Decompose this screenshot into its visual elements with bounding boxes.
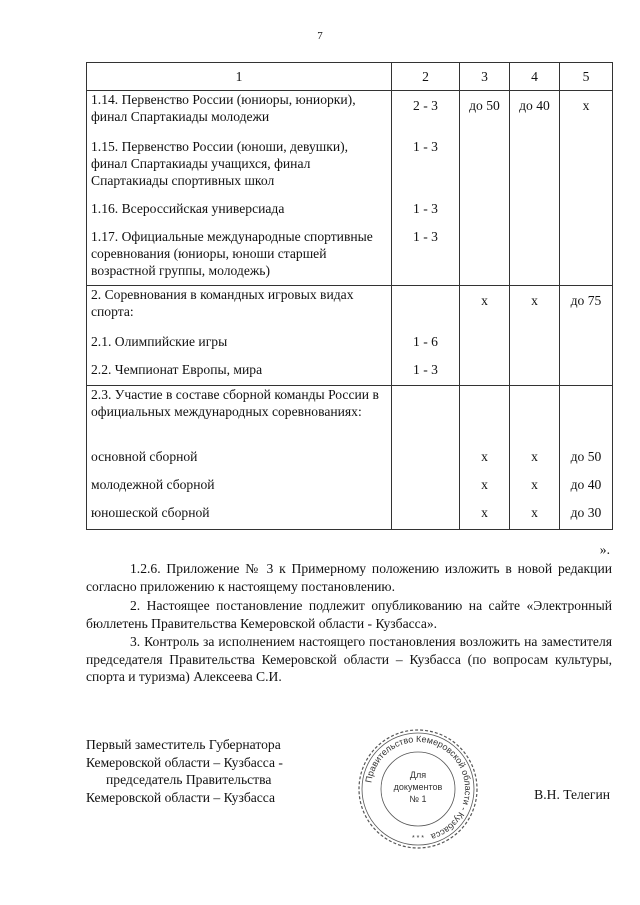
cell-places: 1 - 3 — [392, 200, 460, 228]
signatory-line: Кемеровской области – Кузбасса - — [86, 754, 283, 770]
cell-discipline: 1.14. Первенство России (юниоры, юниорки), финал Спартакиады молодежи — [87, 91, 392, 138]
signatory-line: Кемеровской области – Кузбасса — [86, 789, 276, 805]
cell-col4: х — [510, 504, 560, 530]
cell-col4: до 40 — [510, 91, 560, 138]
svg-text:Для: Для — [409, 770, 427, 780]
cell-col4 — [510, 361, 560, 386]
table-row — [87, 476, 613, 504]
cell-places: 1 - 3 — [392, 228, 460, 286]
cell-discipline: 2.1. Олимпийские игры — [87, 333, 392, 361]
header-cell: 1 — [87, 63, 392, 91]
cell-col3: х — [460, 476, 510, 504]
signatory-line: Первый заместитель Губернатора — [86, 737, 281, 752]
table-row — [87, 200, 613, 228]
paragraph-1-2-6: 1.2.6. Приложение № 3 к Примерному положению изложить в новой редакции согласно приложению к настоящему постановлению. — [86, 561, 612, 594]
cell-col3: х — [460, 448, 510, 476]
cell-col5 — [560, 333, 613, 361]
cell-col3 — [460, 228, 510, 286]
cell-col3: до 50 — [460, 91, 510, 138]
cell-discipline: 2.2. Чемпионат Европы, мира — [87, 361, 392, 386]
cell-col3: х — [460, 286, 510, 333]
signatory-name: В.Н. Телегин — [534, 787, 610, 802]
table-row — [87, 91, 613, 138]
header-cell: 3 — [460, 63, 510, 91]
table-row — [87, 138, 613, 200]
cell-col3 — [460, 138, 510, 200]
table-row — [87, 361, 613, 386]
awards-table — [86, 62, 613, 530]
cell-places: 1 - 3 — [392, 361, 460, 386]
cell-col4 — [510, 386, 560, 448]
cell-col5: х — [560, 91, 613, 138]
cell-places — [392, 504, 460, 530]
cell-places: 1 - 6 — [392, 333, 460, 361]
svg-text:Правительство Кемеровской обла: Правительство Кемеровской области - Кузбасса — [363, 733, 474, 843]
page-number: 7 — [317, 30, 323, 42]
cell-places: 1 - 3 — [392, 138, 460, 200]
cell-col3 — [460, 200, 510, 228]
closing-quote: ». — [599, 542, 610, 557]
cell-discipline: 1.15. Первенство России (юноши, девушки), финал Спартакиады учащихся, финал Спартакиады спортивных школ — [87, 138, 392, 200]
cell-discipline: 2. Соревнования в командных игровых видах спорта: — [87, 286, 392, 333]
cell-col4 — [510, 138, 560, 200]
cell-discipline: юношеской сборной — [87, 504, 392, 530]
cell-col4: х — [510, 286, 560, 333]
cell-col5 — [560, 138, 613, 200]
svg-text:№ 1: № 1 — [409, 794, 427, 804]
cell-col5 — [560, 386, 613, 448]
cell-col3: х — [460, 504, 510, 530]
table-row — [87, 504, 613, 530]
header-cell: 4 — [510, 63, 560, 91]
cell-discipline: 2.3. Участие в составе сборной команды России в официальных международных соревнованиях: — [87, 386, 392, 448]
table-row — [87, 386, 613, 448]
table-row — [87, 228, 613, 286]
paragraph-publication: 2. Настоящее постановление подлежит опубликованию на сайте «Электронный бюллетень Правительства Кемеровской области - Кузбасса». — [86, 598, 612, 631]
cell-discipline: молодежной сборной — [87, 476, 392, 504]
cell-discipline: 1.17. Официальные международные спортивные соревнования (юниоры, юноши старшей возрастной группы, молодежь) — [87, 228, 392, 286]
table-row — [87, 286, 613, 333]
cell-col4 — [510, 228, 560, 286]
table-header-row — [87, 63, 613, 91]
cell-col5 — [560, 361, 613, 386]
svg-text:* * *: * * * — [411, 835, 425, 842]
cell-col3 — [460, 361, 510, 386]
paragraph-control: 3. Контроль за исполнением настоящего постановления возложить на заместителя председателя Правительства Кемеровской области – Кузбасса (по вопросам культуры, спорта и туризма) Алексеева С.И. — [86, 634, 612, 684]
table-row — [87, 333, 613, 361]
cell-col3 — [460, 333, 510, 361]
cell-discipline: 1.16. Всероссийская универсиада — [87, 200, 392, 228]
cell-col4: х — [510, 476, 560, 504]
cell-col5 — [560, 228, 613, 286]
header-cell: 5 — [560, 63, 613, 91]
svg-text:документов: документов — [393, 782, 443, 792]
signatory-line: председатель Правительства — [106, 772, 272, 787]
cell-col4 — [510, 333, 560, 361]
cell-places — [392, 286, 460, 333]
cell-col5: до 75 — [560, 286, 613, 333]
cell-col4: х — [510, 448, 560, 476]
cell-col5 — [560, 200, 613, 228]
cell-col5: до 50 — [560, 448, 613, 476]
cell-places — [392, 476, 460, 504]
cell-col5: до 40 — [560, 476, 613, 504]
cell-places — [392, 386, 460, 448]
cell-places: 2 - 3 — [392, 91, 460, 138]
signatory-title — [86, 736, 283, 806]
cell-places — [392, 448, 460, 476]
cell-col3 — [460, 386, 510, 448]
cell-col5: до 30 — [560, 504, 613, 530]
official-stamp — [357, 728, 479, 850]
table-row — [87, 448, 613, 476]
cell-col4 — [510, 200, 560, 228]
cell-discipline: основной сборной — [87, 448, 392, 476]
header-cell: 2 — [392, 63, 460, 91]
